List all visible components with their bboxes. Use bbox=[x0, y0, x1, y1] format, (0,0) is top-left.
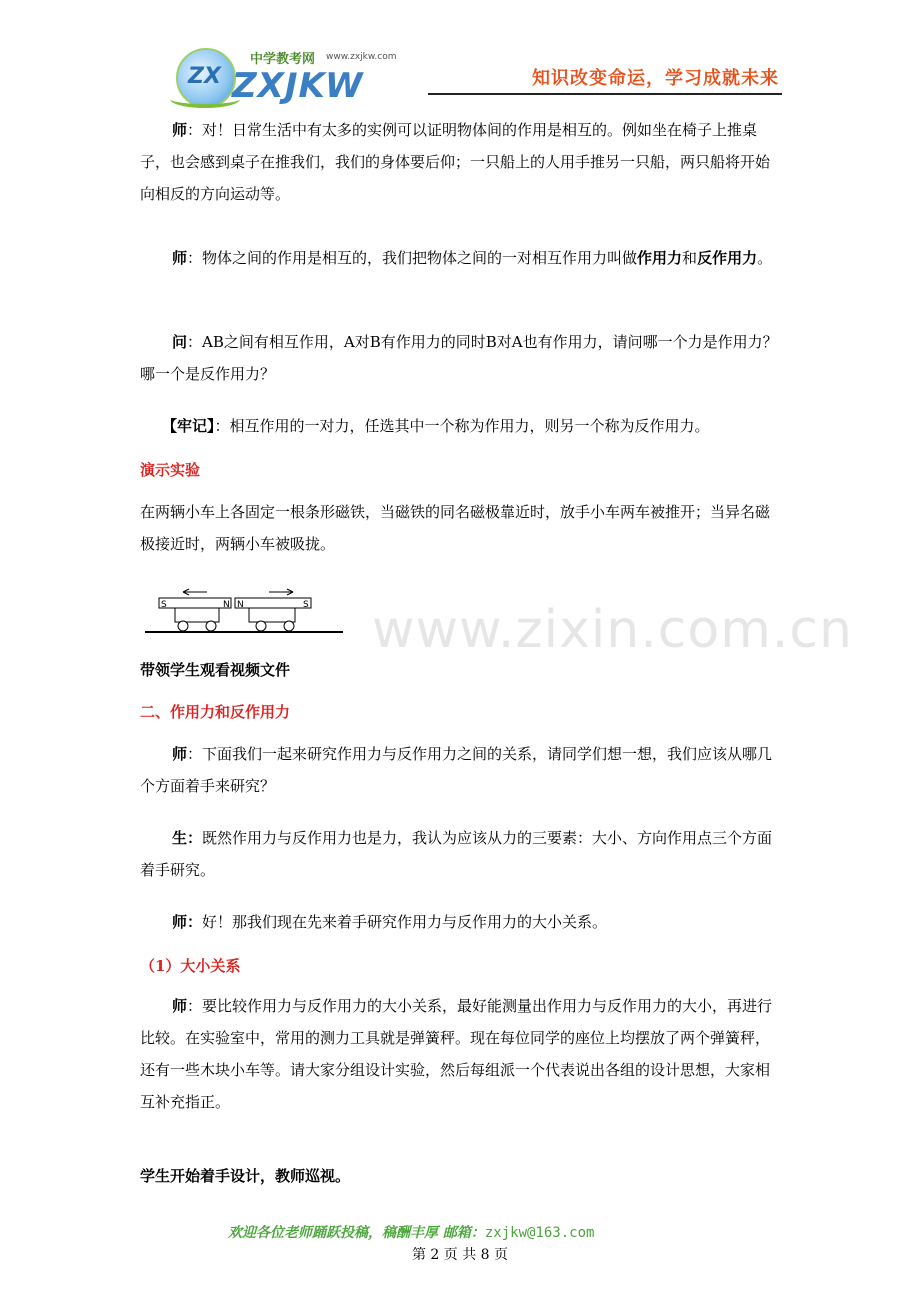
remember-label: 【牢记】 bbox=[162, 417, 215, 435]
right-magnet bbox=[235, 598, 311, 608]
right-magnet-pole-s: S bbox=[303, 600, 309, 610]
speaker-label: 师 bbox=[172, 121, 188, 139]
paragraph-student-design: 学生开始着手设计，教师巡视。 bbox=[140, 1167, 351, 1185]
paragraph-7 bbox=[140, 822, 782, 886]
heading-size-relation: （1）大小关系 bbox=[140, 957, 241, 975]
heading-demo-experiment: 演示实验 bbox=[140, 461, 201, 479]
left-cart-wheel bbox=[206, 621, 216, 631]
left-magnet-pole-s: S bbox=[161, 600, 167, 610]
paragraph-8 bbox=[140, 906, 782, 938]
paragraph-text: 。 bbox=[757, 249, 773, 267]
term-reaction-force: 反作用力 bbox=[697, 249, 758, 267]
paragraph-6 bbox=[140, 738, 782, 802]
paragraph-text: ：下面我们一起来研究作用力与反作用力之间的关系，请同学们想一想，我们应该从哪几个方面着手来研究？ bbox=[140, 745, 773, 795]
paragraph-2 bbox=[140, 242, 782, 274]
paragraph-remember bbox=[140, 410, 782, 442]
footer-email-link[interactable]: zxjkw@163.com bbox=[484, 1225, 595, 1241]
paragraph-text: ：物体之间的作用是相互的，我们把物体之间的一对相互作用力叫做 bbox=[187, 249, 638, 267]
right-cart-wheel bbox=[284, 621, 294, 631]
watermark: www.zixin.com.cn bbox=[372, 600, 853, 660]
term-action-force: 作用力 bbox=[637, 249, 683, 267]
site-url: www.zxjkw.com bbox=[326, 52, 397, 62]
speaker-label: 问 bbox=[172, 333, 188, 351]
heading-section-2: 二、作用力和反作用力 bbox=[140, 703, 291, 721]
paragraph-text: ：要比较作用力与反作用力的大小关系，最好能测量出作用力与反作用力的大小，再进行比较。在实验室中，常用的测力工具就是弹簧秤。现在每位同学的座位上均摆放了两个弹簧秤，还有一些木块小车等。请大家分组设计实验，然后每组派一个代表说出各组的设计思想，大家相互补充指正。 bbox=[140, 997, 773, 1111]
paragraph-text: 和 bbox=[682, 249, 698, 267]
right-cart bbox=[235, 589, 311, 631]
paragraph-experiment: 在两辆小车上各固定一根条形磁铁，当磁铁的同名磁极靠近时，放手小车两车被推开；当异名磁极接近时，两辆小车被吸拢。 bbox=[140, 503, 771, 553]
right-cart-wheel bbox=[256, 621, 266, 631]
left-cart bbox=[159, 589, 231, 631]
speaker-label: 师 bbox=[172, 249, 188, 267]
site-name: 中学教考网 bbox=[250, 52, 316, 67]
left-cart-body bbox=[175, 608, 219, 622]
paragraph-1 bbox=[140, 114, 782, 210]
footer-contact bbox=[228, 1222, 594, 1242]
right-magnet-pole-n: N bbox=[237, 600, 244, 610]
speaker-label: 师 bbox=[172, 997, 188, 1015]
left-magnet-pole-n: N bbox=[223, 600, 230, 610]
speaker-label: 生： bbox=[172, 829, 203, 847]
right-cart-body bbox=[249, 608, 295, 622]
left-cart-wheel bbox=[178, 621, 188, 631]
paragraph-text: 好！那我们现在先来着手研究作用力与反作用力的大小关系。 bbox=[202, 913, 608, 931]
paragraph-text: ：相互作用的一对力，任选其中一个称为作用力，则另一个称为反作用力。 bbox=[214, 417, 710, 435]
site-logo bbox=[170, 42, 410, 112]
speaker-label: 师 bbox=[172, 745, 188, 763]
logo-swoosh-icon bbox=[170, 90, 240, 108]
logo-initials: ZX bbox=[188, 64, 221, 89]
speaker-label: 师： bbox=[172, 913, 203, 931]
logo-brand-text: ZXJKW bbox=[232, 66, 364, 106]
header-slogan: 知识改变命运，学习成就未来 bbox=[532, 68, 779, 89]
heading-watch-video: 带领学生观看视频文件 bbox=[140, 661, 291, 679]
paragraph-9 bbox=[140, 990, 782, 1118]
header-divider bbox=[428, 93, 782, 95]
footer-contact-text: 欢迎各位老师踊跃投稿，稿酬丰厚 邮箱： bbox=[228, 1225, 485, 1241]
paragraph-text: ：对！日常生活中有太多的实例可以证明物体间的作用是相互的。例如坐在椅子上推桌子，也会感到桌子在推我们，我们的身体要后仰；一只船上的人用手推另一只船，两只船将开始向相反的方向运动等。 bbox=[140, 121, 771, 203]
paragraph-text: 既然作用力与反作用力也是力，我认为应该从力的三要素：大小、方向作用点三个方面着手研究。 bbox=[140, 829, 773, 879]
left-magnet bbox=[159, 598, 231, 608]
magnet-carts-diagram bbox=[145, 582, 345, 638]
paragraph-3 bbox=[140, 326, 782, 390]
page-number: 第 2 页 共 8 页 bbox=[411, 1247, 509, 1263]
paragraph-text: ：AB之间有相互作用，A对B有作用力的同时B对A也有作用力，请问哪一个力是作用力？哪一个是反作用力？ bbox=[140, 333, 778, 383]
